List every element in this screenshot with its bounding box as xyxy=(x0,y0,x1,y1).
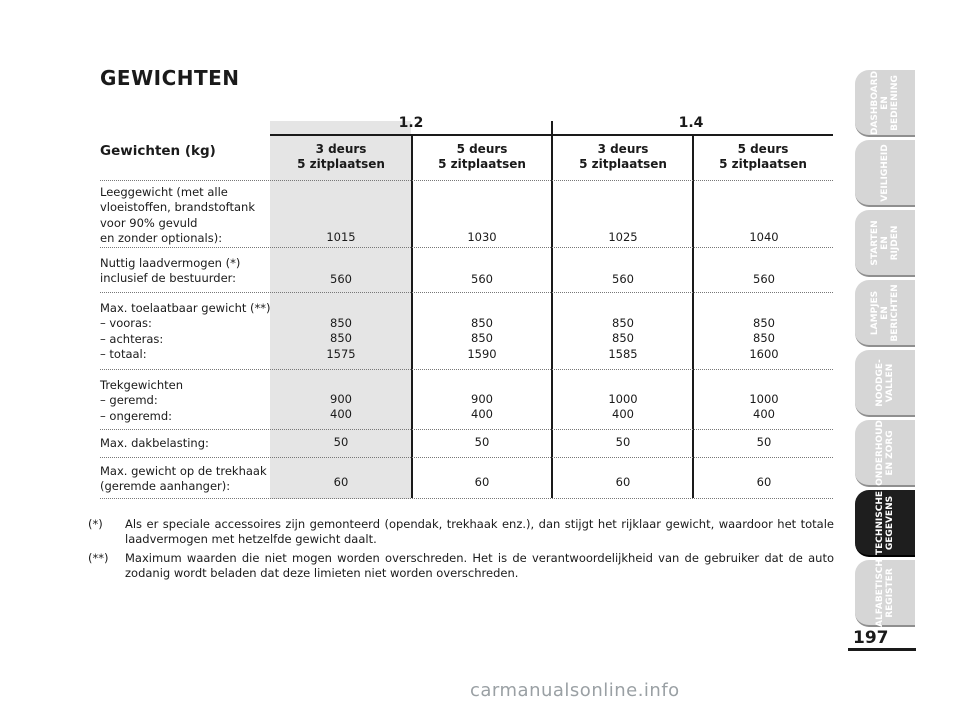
footnote-text: Maximum waarden die niet mogen worden overschreden. Het is de verantwoordelijkheid van de gebruiker dat de auto zodanig wordt beladen dat deze limieten niet worden overschreden. xyxy=(125,551,834,581)
column-header-seats: 5 zitplaatsen xyxy=(719,157,807,171)
tab-dashboard-en-bediening[interactable] xyxy=(855,70,915,137)
footnote-marker: (**) xyxy=(88,551,109,565)
table-cell: 560 xyxy=(330,272,352,286)
footnote-marker: (*) xyxy=(88,517,103,531)
table-cell: 1015 xyxy=(326,230,356,244)
table-cell: 60 xyxy=(756,475,772,489)
group-divider xyxy=(551,121,553,498)
tab-label: DASHBOARD EN BEDIENING xyxy=(870,70,900,135)
tab-onderhoud-en-zorg[interactable] xyxy=(855,420,915,487)
column-divider xyxy=(692,134,694,498)
table-cell: 60 xyxy=(615,475,631,489)
table-cell: 850 850 1585 xyxy=(608,316,638,361)
table-cell: 850 850 1590 xyxy=(467,316,497,361)
table-cell: 850 850 1600 xyxy=(749,316,779,361)
table-cell: 1025 xyxy=(608,230,638,244)
column-header-doors: 5 deurs xyxy=(456,142,508,156)
column-header xyxy=(554,142,692,172)
tab-label: ONDERHOUD EN ZORG xyxy=(875,419,895,486)
page-title: GEWICHTEN xyxy=(100,66,240,90)
table-cell: 560 xyxy=(471,272,493,286)
table-cell: 1000 400 xyxy=(608,392,638,422)
table-cell: 560 xyxy=(753,272,775,286)
footnote xyxy=(88,551,834,582)
footnote-text: Als er speciale accessoires zijn gemonteerd (opendak, trekhaak enz.), dan stijgt het rijklaar gewicht, waardoor het totale laadvermogen met hetzelfde gewicht daalt. xyxy=(125,517,834,547)
row-separator xyxy=(100,429,833,430)
table-cell: 50 xyxy=(333,435,349,449)
table-cell: 50 xyxy=(756,435,772,449)
row-separator xyxy=(100,247,833,248)
tab-label: VEILIGHEID xyxy=(880,143,890,202)
footnote xyxy=(88,517,834,548)
row-separator xyxy=(100,498,833,499)
tab-label: LAMPJES EN BERICHTEN xyxy=(870,283,900,342)
table-cell: 900 400 xyxy=(471,392,493,422)
page-number: 197 xyxy=(853,628,889,648)
page-number-rule xyxy=(848,648,916,651)
column-header-seats: 5 zitplaatsen xyxy=(297,157,385,171)
table-cell: 1040 xyxy=(749,230,779,244)
row-label-dakbelasting: Max. dakbelasting: xyxy=(100,436,209,450)
row-label-max-gewicht: Max. toelaatbaar gewicht (**) – vooras: – achteras: – totaal: xyxy=(100,301,271,362)
tab-starten-en-rijden[interactable] xyxy=(855,210,915,277)
column-header-seats: 5 zitplaatsen xyxy=(579,157,667,171)
column-divider xyxy=(411,134,413,498)
column-header xyxy=(694,142,832,172)
row-separator xyxy=(100,292,833,293)
watermark: carmanualsonline.info xyxy=(470,680,680,701)
column-header xyxy=(413,142,551,172)
row-separator xyxy=(100,180,833,181)
table-cell: 60 xyxy=(333,475,349,489)
column-header-doors: 3 deurs xyxy=(315,142,367,156)
column-header-doors: 5 deurs xyxy=(737,142,789,156)
row-label-trekhaak: Max. gewicht op de trekhaak (geremde aanhanger): xyxy=(100,464,267,494)
table-cell: 50 xyxy=(615,435,631,449)
column-header-doors: 3 deurs xyxy=(597,142,649,156)
engine-group-1-2: 1.2 xyxy=(398,115,424,131)
row-separator xyxy=(100,457,833,458)
column-header-seats: 5 zitplaatsen xyxy=(438,157,526,171)
table-cell: 850 850 1575 xyxy=(326,316,356,361)
engine-group-1-4: 1.4 xyxy=(678,115,704,131)
column-header xyxy=(272,142,410,172)
table-cell: 1030 xyxy=(467,230,497,244)
table-cell: 900 400 xyxy=(330,392,352,422)
tab-label: STARTEN EN RIJDEN xyxy=(870,219,900,266)
row-separator xyxy=(100,369,833,370)
tab-label: ALFABETISCH REGISTER xyxy=(875,558,895,627)
table-cell: 560 xyxy=(612,272,634,286)
table-cell: 1000 400 xyxy=(749,392,779,422)
tab-lampjes-en-berichten[interactable] xyxy=(855,280,915,347)
tab-technische-gegevens[interactable] xyxy=(855,490,915,557)
row-label-laadvermogen: Nuttig laadvermogen (*) inclusief de bestuurder: xyxy=(100,256,241,286)
table-cell: 50 xyxy=(474,435,490,449)
tab-alfabetisch-register[interactable] xyxy=(855,560,915,627)
tab-noodgevallen[interactable] xyxy=(855,350,915,417)
tab-label: NOODGE- VALLEN xyxy=(875,358,895,407)
table-header-label: Gewichten (kg) xyxy=(100,143,216,159)
table-cell: 60 xyxy=(474,475,490,489)
tab-label: TECHNISCHE GEGEVENS xyxy=(875,490,895,555)
tab-veiligheid[interactable] xyxy=(855,140,915,207)
row-label-leeggewicht: Leeggewicht (met alle vloeistoffen, brandstoftank voor 90% gevuld en zonder optionals): xyxy=(100,185,255,246)
row-label-trekgewichten: Trekgewichten – geremd: – ongeremd: xyxy=(100,378,184,423)
